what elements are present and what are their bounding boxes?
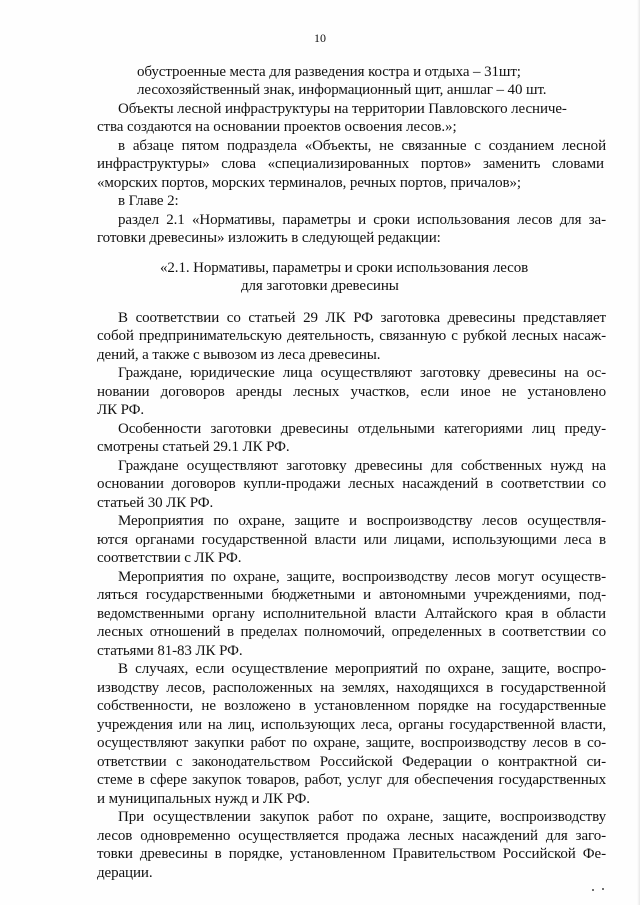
text-line: Объекты лесной инфраструктуры на территории Павловского лесниче-: [118, 101, 567, 117]
text-line: Мероприятия по охране, защите и воспроизводству лесов осуществля-: [118, 513, 606, 529]
scan-speck: [592, 889, 594, 891]
text-line: дений, а также с вывозом из леса древесины.: [97, 347, 381, 363]
text-line: Граждане, юридические лица осуществляют заготовку древесины на ос-: [118, 365, 606, 381]
text-line: дерации.: [97, 865, 153, 881]
text-line: Особенности заготовки древесины отдельными категориями лиц преду-: [118, 421, 606, 437]
text-line: лесохозяйственный знак, информационный щит, аншлаг – 40 шт.: [137, 82, 547, 98]
text-line: обустроенные места для разведения костра и отдыха – 31шт;: [137, 64, 521, 80]
text-line: смотрены статьей 29.1 ЛК РФ.: [97, 439, 290, 455]
text-line: ляться государственными бюджетными и автономными учреждениями, под-: [97, 587, 606, 603]
text-line: основании договоров купли-продажи лесных насаждений в соответствии со: [97, 476, 606, 492]
text-line: осуществляют закупки работ по охране, защите, воспроизводству лесов в со-: [97, 735, 606, 751]
text-line: ются органами государственной власти или лицами, использующими леса в: [97, 532, 606, 548]
text-line: При осуществлении закупок работ по охране, защите, воспроизводству: [118, 809, 606, 825]
text-line: «2.1. Нормативы, параметры и сроки использования лесов: [160, 260, 529, 276]
text-line: ответствии с законодательством Российской Федерации о контрактной си-: [97, 754, 606, 770]
text-line: Граждане осуществляют заготовку древесины для собственных нужд на: [118, 458, 606, 474]
text-line: собой предпринимательскую деятельность, связанную с рубкой лесных насаж-: [97, 328, 606, 344]
text-line: учреждения или на лиц, использующих леса, органы государственной власти,: [97, 717, 606, 733]
text-line: готовки древесины» изложить в следующей редакции:: [97, 230, 441, 246]
text-line: лесных отношений в пределах полномочий, определенных в соответствии со: [97, 624, 606, 640]
text-line: лесов одновременно осуществляется продажа лесных насаждений для заго-: [97, 828, 606, 844]
text-line: «морских портов, морских терминалов, речных портов, причалов»;: [97, 175, 521, 191]
text-line: для заготовки древесины: [241, 278, 399, 294]
text-line: инфраструктуры» слова «специализированных портов» заменить словами: [97, 156, 604, 172]
text-line: и муниципальных нужд и ЛК РФ.: [97, 791, 310, 807]
text-line: В соответствии со статьей 29 ЛК РФ заготовка древесины представляет: [118, 310, 606, 326]
text-line: в абзаце пятом подраздела «Объекты, не связанные с созданием лесной: [118, 138, 606, 154]
text-line: новании договоров аренды лесных участков, если иное не установлено: [97, 384, 606, 400]
page-number: 10: [314, 31, 326, 45]
text-line: раздел 2.1 «Нормативы, параметры и сроки использования лесов для за-: [118, 212, 606, 228]
text-line: статьей 30 ЛК РФ.: [97, 495, 214, 511]
text-line: В случаях, если осуществление мероприятий по охране, защите, воспро-: [118, 661, 606, 677]
text-line: соответствии с ЛК РФ.: [97, 550, 242, 566]
text-line: статьями 81-83 ЛК РФ.: [97, 643, 243, 659]
scan-speck: [602, 888, 604, 890]
text-line: изводству лесов, расположенных на землях, находящихся в государственной: [97, 680, 606, 696]
text-line: ведомственными органу исполнительной власти Алтайского края в области: [97, 606, 606, 622]
text-line: ства создаются на основании проектов освоения лесов.»;: [97, 119, 457, 135]
text-line: ЛК РФ.: [97, 402, 145, 418]
text-line: товки древесины в порядке, установленном Правительством Российской Фе-: [97, 846, 606, 862]
text-line: стеме в сфере закупок товаров, работ, услуг для обеспечения государственных: [97, 772, 606, 788]
text-line: Мероприятия по охране, защите, воспроизводству лесов могут осуществ-: [118, 569, 606, 585]
text-line: в Главе 2:: [118, 193, 179, 209]
text-line: собственности, не возложено в установленном порядке на государственные: [97, 698, 606, 714]
